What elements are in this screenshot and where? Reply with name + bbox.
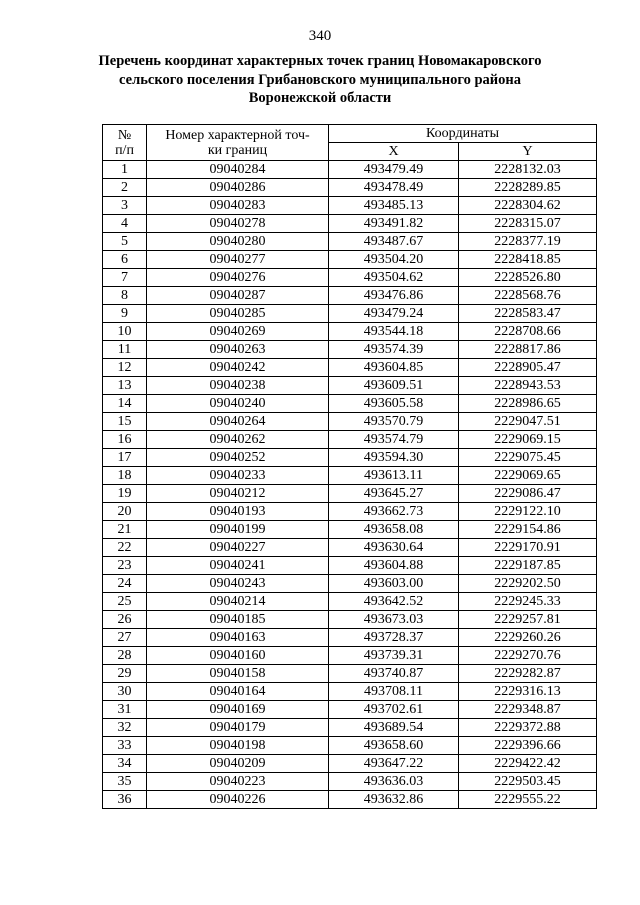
x-coordinate-cell: 493739.31: [329, 647, 459, 665]
coordinates-table: [102, 124, 597, 809]
point-number-cell: 09040212: [147, 485, 329, 503]
header-coordinates: Координаты: [329, 125, 597, 143]
x-coordinate-cell: 493609.51: [329, 377, 459, 395]
y-coordinate-cell: 2229422.42: [459, 755, 597, 773]
x-coordinate-cell: 493478.49: [329, 179, 459, 197]
row-number-cell: 11: [103, 341, 147, 359]
y-coordinate-cell: 2228817.86: [459, 341, 597, 359]
x-coordinate-cell: 493740.87: [329, 665, 459, 683]
point-number-cell: 09040209: [147, 755, 329, 773]
table-row: [103, 539, 597, 557]
row-number-cell: 19: [103, 485, 147, 503]
table-row: [103, 791, 597, 809]
point-number-cell: 09040223: [147, 773, 329, 791]
point-number-cell: 09040284: [147, 161, 329, 179]
x-coordinate-cell: 493604.88: [329, 557, 459, 575]
x-coordinate-cell: 493491.82: [329, 215, 459, 233]
row-number-cell: 14: [103, 395, 147, 413]
row-number-cell: 4: [103, 215, 147, 233]
table-row: [103, 341, 597, 359]
point-number-cell: 09040286: [147, 179, 329, 197]
y-coordinate-cell: 2229245.33: [459, 593, 597, 611]
table-body: [103, 161, 597, 809]
point-number-cell: 09040264: [147, 413, 329, 431]
row-number-cell: 28: [103, 647, 147, 665]
table-row: [103, 269, 597, 287]
y-coordinate-cell: 2229396.66: [459, 737, 597, 755]
row-number-cell: 5: [103, 233, 147, 251]
point-number-cell: 09040158: [147, 665, 329, 683]
row-number-cell: 29: [103, 665, 147, 683]
x-coordinate-cell: 493574.79: [329, 431, 459, 449]
page-number: 340: [308, 28, 332, 44]
x-coordinate-cell: 493504.62: [329, 269, 459, 287]
y-coordinate-cell: 2229260.26: [459, 629, 597, 647]
table-row: [103, 431, 597, 449]
row-number-cell: 33: [103, 737, 147, 755]
x-coordinate-cell: 493605.58: [329, 395, 459, 413]
x-coordinate-cell: 493662.73: [329, 503, 459, 521]
row-number-cell: 30: [103, 683, 147, 701]
point-number-cell: 09040214: [147, 593, 329, 611]
table-row: [103, 215, 597, 233]
table-row: [103, 287, 597, 305]
table-row: [103, 773, 597, 791]
row-number-cell: 35: [103, 773, 147, 791]
header-x: X: [329, 143, 459, 161]
row-number-cell: 8: [103, 287, 147, 305]
x-coordinate-cell: 493544.18: [329, 323, 459, 341]
y-coordinate-cell: 2228708.66: [459, 323, 597, 341]
table-row: [103, 701, 597, 719]
table-row: [103, 197, 597, 215]
y-coordinate-cell: 2229086.47: [459, 485, 597, 503]
table-row: [103, 359, 597, 377]
row-number-cell: 22: [103, 539, 147, 557]
point-number-cell: 09040263: [147, 341, 329, 359]
table-row: [103, 593, 597, 611]
row-number-cell: 10: [103, 323, 147, 341]
row-number-cell: 31: [103, 701, 147, 719]
point-number-cell: 09040276: [147, 269, 329, 287]
y-coordinate-cell: 2229555.22: [459, 791, 597, 809]
row-number-cell: 25: [103, 593, 147, 611]
point-number-cell: 09040283: [147, 197, 329, 215]
point-number-cell: 09040164: [147, 683, 329, 701]
x-coordinate-cell: 493487.67: [329, 233, 459, 251]
row-number-cell: 36: [103, 791, 147, 809]
row-number-cell: 2: [103, 179, 147, 197]
table-row: [103, 449, 597, 467]
x-coordinate-cell: 493658.60: [329, 737, 459, 755]
title-line: Воронежской области: [248, 90, 392, 106]
y-coordinate-cell: 2229187.85: [459, 557, 597, 575]
row-number-cell: 13: [103, 377, 147, 395]
point-number-cell: 09040199: [147, 521, 329, 539]
point-number-cell: 09040285: [147, 305, 329, 323]
row-number-cell: 15: [103, 413, 147, 431]
row-number-cell: 17: [103, 449, 147, 467]
y-coordinate-cell: 2229069.15: [459, 431, 597, 449]
x-coordinate-cell: 493613.11: [329, 467, 459, 485]
row-number-cell: 12: [103, 359, 147, 377]
x-coordinate-cell: 493574.39: [329, 341, 459, 359]
x-coordinate-cell: 493594.30: [329, 449, 459, 467]
y-coordinate-cell: 2229348.87: [459, 701, 597, 719]
document-title: [95, 52, 545, 108]
table-row: [103, 665, 597, 683]
header-point-line1: Номер характерной точ-: [165, 127, 310, 143]
table-row: [103, 557, 597, 575]
y-coordinate-cell: 2229122.10: [459, 503, 597, 521]
y-coordinate-cell: 2228289.85: [459, 179, 597, 197]
y-coordinate-cell: 2228377.19: [459, 233, 597, 251]
table-row: [103, 395, 597, 413]
y-coordinate-cell: 2229316.13: [459, 683, 597, 701]
y-coordinate-cell: 2229075.45: [459, 449, 597, 467]
table-row: [103, 521, 597, 539]
y-coordinate-cell: 2229202.50: [459, 575, 597, 593]
y-coordinate-cell: 2228304.62: [459, 197, 597, 215]
x-coordinate-cell: 493504.20: [329, 251, 459, 269]
point-number-cell: 09040179: [147, 719, 329, 737]
x-coordinate-cell: 493728.37: [329, 629, 459, 647]
table-row: [103, 755, 597, 773]
row-number-cell: 1: [103, 161, 147, 179]
row-number-cell: 21: [103, 521, 147, 539]
x-coordinate-cell: 493604.85: [329, 359, 459, 377]
row-number-cell: 26: [103, 611, 147, 629]
table-row: [103, 467, 597, 485]
y-coordinate-cell: 2229270.76: [459, 647, 597, 665]
row-number-cell: 9: [103, 305, 147, 323]
x-coordinate-cell: 493485.13: [329, 197, 459, 215]
table-row: [103, 485, 597, 503]
y-coordinate-cell: 2229154.86: [459, 521, 597, 539]
row-number-cell: 23: [103, 557, 147, 575]
table-row: [103, 377, 597, 395]
point-number-cell: 09040287: [147, 287, 329, 305]
y-coordinate-cell: 2229170.91: [459, 539, 597, 557]
y-coordinate-cell: 2229282.87: [459, 665, 597, 683]
title-line: сельского поселения Грибановского муниципального района: [119, 71, 521, 88]
table-row: [103, 611, 597, 629]
y-coordinate-cell: 2229257.81: [459, 611, 597, 629]
row-number-cell: 16: [103, 431, 147, 449]
y-coordinate-cell: 2228526.80: [459, 269, 597, 287]
table-row: [103, 413, 597, 431]
row-number-cell: 27: [103, 629, 147, 647]
table-row: [103, 629, 597, 647]
x-coordinate-cell: 493479.49: [329, 161, 459, 179]
x-coordinate-cell: 493479.24: [329, 305, 459, 323]
x-coordinate-cell: 493642.52: [329, 593, 459, 611]
x-coordinate-cell: 493603.00: [329, 575, 459, 593]
point-number-cell: 09040233: [147, 467, 329, 485]
y-coordinate-cell: 2229503.45: [459, 773, 597, 791]
title-line: Перечень координат характерных точек границ Новомакаровского: [98, 53, 542, 69]
point-number-cell: 09040193: [147, 503, 329, 521]
table-row: [103, 305, 597, 323]
point-number-cell: 09040185: [147, 611, 329, 629]
y-coordinate-cell: 2229372.88: [459, 719, 597, 737]
y-coordinate-cell: 2228986.65: [459, 395, 597, 413]
x-coordinate-cell: 493645.27: [329, 485, 459, 503]
row-number-cell: 7: [103, 269, 147, 287]
point-number-cell: 09040240: [147, 395, 329, 413]
table-row: [103, 683, 597, 701]
point-number-cell: 09040278: [147, 215, 329, 233]
header-point-number: [147, 125, 329, 161]
y-coordinate-cell: 2229047.51: [459, 413, 597, 431]
x-coordinate-cell: 493636.03: [329, 773, 459, 791]
table-row: [103, 503, 597, 521]
point-number-cell: 09040280: [147, 233, 329, 251]
point-number-cell: 09040169: [147, 701, 329, 719]
header-num-line2: п/п: [115, 142, 134, 158]
row-number-cell: 6: [103, 251, 147, 269]
x-coordinate-cell: 493702.61: [329, 701, 459, 719]
point-number-cell: 09040242: [147, 359, 329, 377]
row-number-cell: 24: [103, 575, 147, 593]
y-coordinate-cell: 2228132.03: [459, 161, 597, 179]
point-number-cell: 09040241: [147, 557, 329, 575]
point-number-cell: 09040262: [147, 431, 329, 449]
y-coordinate-cell: 2228943.53: [459, 377, 597, 395]
y-coordinate-cell: 2228315.07: [459, 215, 597, 233]
x-coordinate-cell: 493630.64: [329, 539, 459, 557]
y-coordinate-cell: 2229069.65: [459, 467, 597, 485]
point-number-cell: 09040243: [147, 575, 329, 593]
point-number-cell: 09040277: [147, 251, 329, 269]
y-coordinate-cell: 2228583.47: [459, 305, 597, 323]
row-number-cell: 3: [103, 197, 147, 215]
y-coordinate-cell: 2228568.76: [459, 287, 597, 305]
table-row: [103, 323, 597, 341]
point-number-cell: 09040198: [147, 737, 329, 755]
table-row: [103, 251, 597, 269]
point-number-cell: 09040160: [147, 647, 329, 665]
point-number-cell: 09040238: [147, 377, 329, 395]
table-row: [103, 575, 597, 593]
table-row: [103, 647, 597, 665]
table-row: [103, 719, 597, 737]
y-coordinate-cell: 2228905.47: [459, 359, 597, 377]
x-coordinate-cell: 493708.11: [329, 683, 459, 701]
row-number-cell: 18: [103, 467, 147, 485]
x-coordinate-cell: 493476.86: [329, 287, 459, 305]
header-row-number: [103, 125, 147, 161]
header-num-line1: №: [117, 127, 132, 143]
point-number-cell: 09040163: [147, 629, 329, 647]
x-coordinate-cell: 493673.03: [329, 611, 459, 629]
point-number-cell: 09040227: [147, 539, 329, 557]
point-number-cell: 09040252: [147, 449, 329, 467]
table-row: [103, 161, 597, 179]
header-point-line2: ки границ: [207, 142, 268, 158]
x-coordinate-cell: 493658.08: [329, 521, 459, 539]
y-coordinate-cell: 2228418.85: [459, 251, 597, 269]
point-number-cell: 09040269: [147, 323, 329, 341]
x-coordinate-cell: 493570.79: [329, 413, 459, 431]
header-y: Y: [459, 143, 597, 161]
point-number-cell: 09040226: [147, 791, 329, 809]
table-row: [103, 179, 597, 197]
row-number-cell: 32: [103, 719, 147, 737]
table-row: [103, 737, 597, 755]
x-coordinate-cell: 493632.86: [329, 791, 459, 809]
x-coordinate-cell: 493689.54: [329, 719, 459, 737]
row-number-cell: 34: [103, 755, 147, 773]
row-number-cell: 20: [103, 503, 147, 521]
x-coordinate-cell: 493647.22: [329, 755, 459, 773]
table-row: [103, 233, 597, 251]
